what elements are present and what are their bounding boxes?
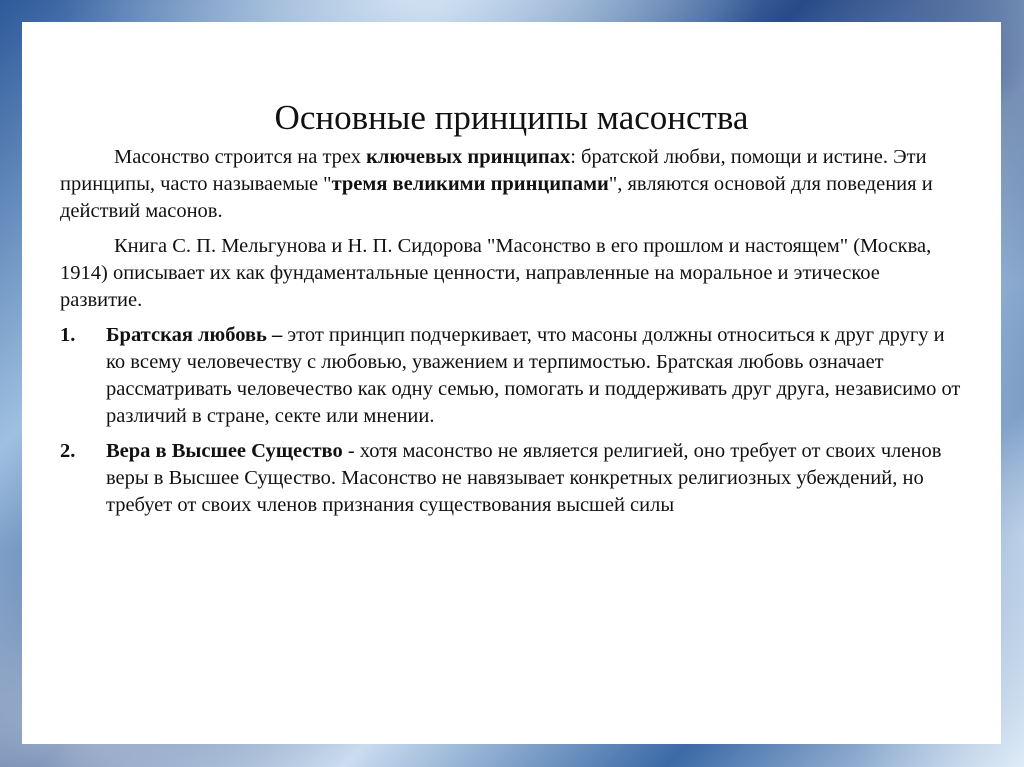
list-item-text: этот принцип подчеркивает, что масоны должны относиться к друг другу и ко всему человечеству с любовью, уважением и терпимостью. Братская любовь означает рассматривать человечество как одну семью, помогать и поддерживать друг друга, независимо от различий в стране, секте или мнении. xyxy=(106,324,961,427)
list-item-number: 1. xyxy=(60,324,76,346)
list-item-number: 2. xyxy=(60,440,76,462)
slide-title: Основные принципы масонства xyxy=(274,98,749,137)
slide-panel xyxy=(22,22,1001,744)
list-item-text: - хотя масонство не является религией, оно требует от своих членов веры в Высшее Существо. Масонство не навязывает конкретных религиозных убеждений, но требует от своих членов признания существования высшей силы xyxy=(106,440,942,516)
list-item xyxy=(60,438,965,519)
intro-text-1: Масонство строится на трех xyxy=(114,146,367,168)
intro-bold-2: тремя великими принципами xyxy=(331,173,609,195)
intro-text-3: ", являются основой для поведения и действий масонов. xyxy=(60,173,933,222)
intro-bold-1: ключевых принципах xyxy=(366,146,571,168)
intro-text-2: : братской любви, помощи и истине. Эти принципы, часто называемые " xyxy=(60,146,927,195)
list-item-heading: Вера в Высшее Существо xyxy=(106,440,343,462)
intro-paragraph xyxy=(60,144,965,225)
slide-content xyxy=(60,144,965,527)
list-item-heading: Братская любовь – xyxy=(106,324,283,346)
book-paragraph: Книга С. П. Мельгунова и Н. П. Сидорова "Масонство в его прошлом и настоящем" (Москва, 1914) описывает их как фундаментальные ценности, направленные на моральное и этическое развитие. xyxy=(60,235,932,311)
list-item xyxy=(60,322,965,430)
